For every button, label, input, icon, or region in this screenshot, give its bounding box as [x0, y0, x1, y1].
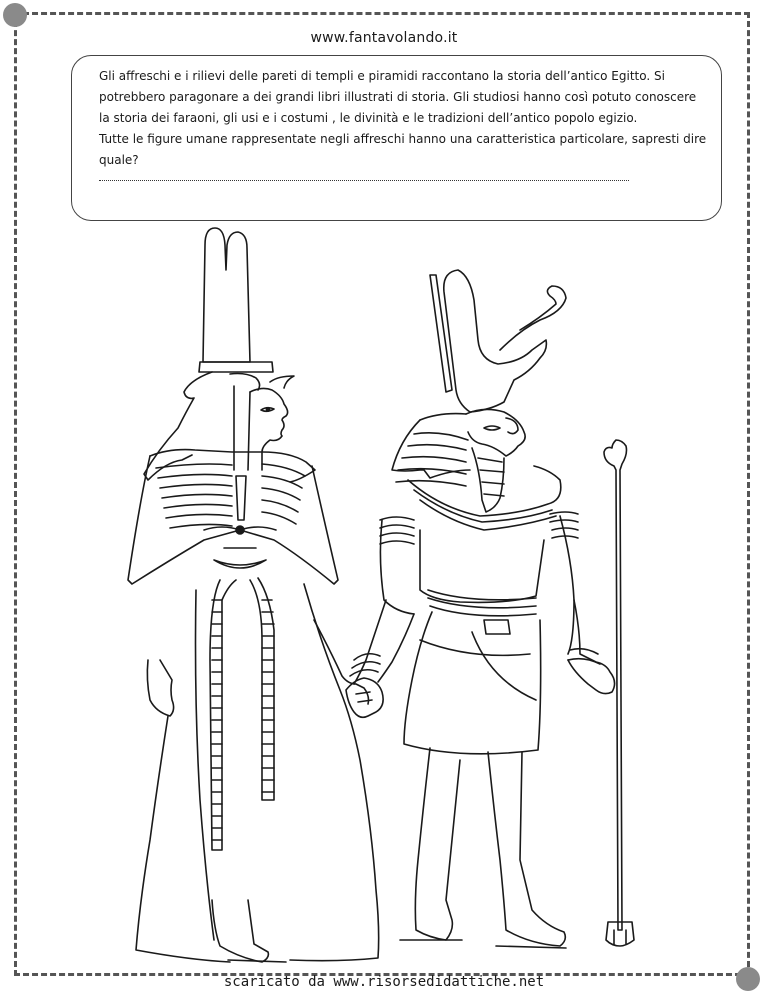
queen-figure: [128, 228, 379, 962]
horus-right-arm: [568, 600, 615, 694]
queen-crown: [203, 228, 250, 362]
queen-face: [250, 388, 288, 470]
queen-left-arm: [147, 660, 173, 716]
intro-paragraph-1: Gli affreschi e i rilievi delle pareti di templi e piramidi raccontano la storia dell’antico Egitto. Si potrebbero paragonare a dei grandi libri illustrati di storia. Gli studiosi hanno così potuto conoscere la storia dei faraoni, gli usi e i costumi , le divinità e le tradizioni dell’antico popolo egizio.: [99, 69, 697, 125]
horus-armband-left: [380, 517, 414, 544]
footer-credit: scaricato da www.risorsedidattiche.net: [223, 974, 545, 990]
clasped-hands: [346, 678, 383, 717]
site-header: www.fantavolando.it: [310, 30, 458, 46]
horus-figure: [346, 270, 634, 948]
intro-question: Tutte le figure umane rappresentate negli affreschi hanno una caratteristica particolare, sapresti dire quale?: [99, 132, 707, 167]
queen-feet: [212, 900, 268, 962]
queen-sash-left: [210, 580, 236, 850]
horus-legs: [415, 748, 460, 940]
queen-gown: [136, 716, 230, 962]
